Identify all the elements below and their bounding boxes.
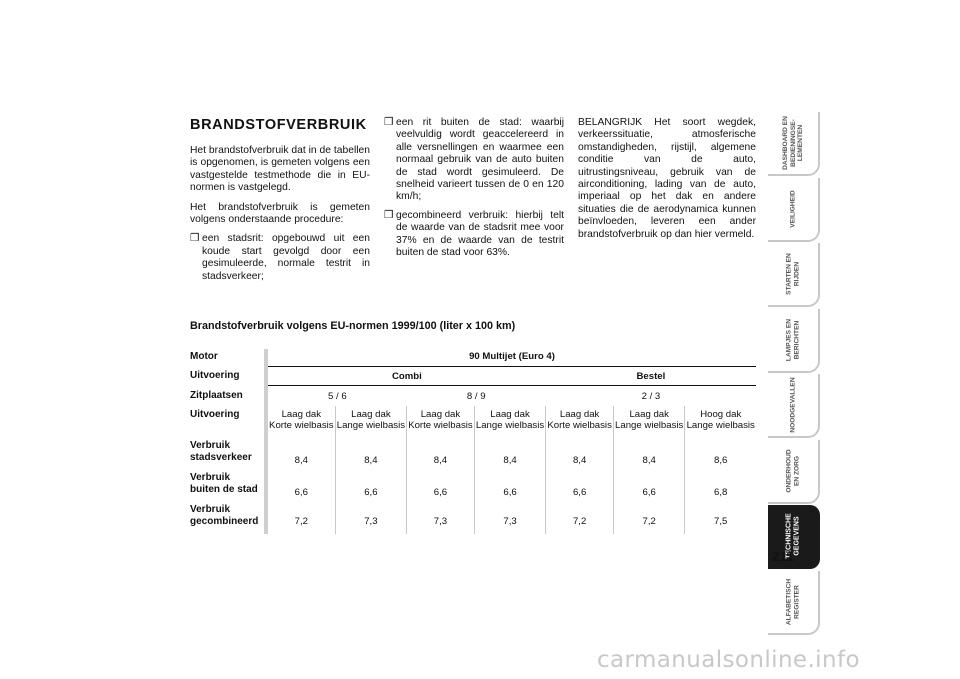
bullet-item [384, 210, 564, 260]
value-cell: 7,5 [685, 502, 756, 534]
value-cell: 7,2 [546, 502, 614, 534]
tab-lampjes[interactable]: LAMPJES EN BERICHTEN [768, 309, 820, 373]
table-row-variant [190, 406, 756, 438]
column-2 [384, 117, 564, 265]
value-cell: 8,4 [613, 438, 685, 470]
section-heading: BRANDSTOFVERBRUIK [190, 117, 367, 133]
value-cell: 6,6 [294, 487, 308, 498]
tab-starten[interactable]: STARTEN EN RIJDEN [768, 243, 820, 307]
bullet-text: een rit buiten de stad: waarbij veelvuldig wordt geaccelereerd in alle versnellingen en waarmee een normaal gebruik van de auto buiten de stad wordt gesimuleerd. De snelheid varieert tussen de 0 en 120 km/h; [396, 117, 564, 203]
zitplaatsen-value: 2 / 3 [641, 390, 661, 402]
value-cell: 8,6 [685, 438, 756, 470]
row-label: Uitvoering [190, 370, 240, 381]
important-note: BELANGRIJK Het soort wegdek, verkeerssituatie, atmosferische omstandigheden, rijstijl, algemene conditie van de auto, uitrustingsniveau, gebruik van de airconditioning, lading van de auto, imperiaal op het dak en andere situaties die de aerodynamica kunnen beïnvloeden, leveren een ander brandstofverbruik op dan hier vermeld. [578, 117, 756, 240]
column-1 [190, 117, 370, 289]
zitplaatsen-value: 5 / 6 [327, 390, 347, 402]
row-label: Motor [190, 351, 218, 362]
value-cell: 6,8 [685, 470, 756, 502]
value-cell: 7,3 [407, 502, 475, 534]
paragraph: Het brandstofverbruik is gemeten volgens onderstaande procedure: [190, 201, 370, 226]
row-label: Uitvoering [190, 409, 240, 420]
uitvoering-bestel: Bestel [546, 366, 756, 385]
table-row-gecombineerd [190, 502, 756, 534]
motor-value: 90 Multijet (Euro 4) [268, 349, 756, 366]
value-cell: 8,4 [294, 455, 308, 466]
row-label: Verbruik stadsverkeer [190, 440, 252, 463]
tab-noodgevallen[interactable]: NOODGEVALLEN [768, 374, 820, 438]
tab-technische-gegevens[interactable]: TECHNISCHE GEGEVENS [768, 505, 820, 569]
value-cell: 7,3 [335, 502, 407, 534]
table-row-motor [190, 349, 756, 366]
variant-cell: Hoog dak Lange wielbasis [685, 406, 756, 438]
value-cell: 8,4 [335, 438, 407, 470]
variant-cell: Laag dak Lange wielbasis [613, 406, 685, 438]
bullet-text: gecombineerd verbruik: hierbij telt de waarde van de stadsrit mee voor 37% en de waarde van de testrit buiten de stad voor 63%. [396, 209, 564, 259]
variant-cell: Laag dak Korte wielbasis [407, 406, 475, 438]
bullet-item [190, 233, 370, 283]
value-cell: 7,2 [613, 502, 685, 534]
consumption-table [190, 349, 756, 534]
value-cell: 7,2 [294, 516, 308, 527]
paragraph: Het brandstofverbruik dat in de tabellen is opgenomen, is gemeten volgens een vastgestelde testmethode die in EU-normen is vastgelegd. [190, 145, 370, 194]
bullet-text: een stadsrit: opgebouwd uit een koude start gevolgd door een gesimuleerde, normale testrit in stadsverkeer; [202, 233, 370, 282]
value-cell: 6,6 [613, 470, 685, 502]
value-cell: 8,4 [407, 438, 475, 470]
watermark: carmanualsonline.info [597, 647, 860, 673]
tab-veiligheid[interactable]: VEILIGHEID [768, 178, 820, 242]
bullet-item [384, 117, 564, 204]
value-cell: 6,6 [407, 470, 475, 502]
tab-register[interactable]: ALFABETISCH REGISTER [768, 571, 820, 635]
value-cell: 8,4 [546, 438, 614, 470]
row-label: Verbruik buiten de stad [190, 472, 258, 495]
tab-dashboard[interactable]: DASHBOARD EN BEDIENINGSE- LEMENTEN [768, 112, 820, 176]
uitvoering-combi: Combi [268, 366, 546, 385]
value-cell: 8,4 [474, 438, 546, 470]
checkbox-bullet-icon: ❒ [384, 117, 394, 128]
page-number: 211 [772, 549, 794, 564]
value-cell: 6,6 [474, 470, 546, 502]
table-row-zitplaatsen [190, 385, 756, 406]
table-row-buiten [190, 470, 756, 502]
checkbox-bullet-icon: ❒ [384, 209, 394, 221]
value-cell: 6,6 [335, 470, 407, 502]
table-row-uitvoering [190, 366, 756, 385]
table-title: Brandstofverbruik volgens EU-normen 1999/100 (liter x 100 km) [190, 320, 516, 332]
variant-cell: Laag dak Korte wielbasis [269, 409, 334, 431]
variant-cell: Laag dak Lange wielbasis [474, 406, 546, 438]
variant-cell: Laag dak Lange wielbasis [335, 406, 407, 438]
row-label: Verbruik gecombineerd [190, 504, 259, 527]
tab-onderhoud[interactable]: ONDERHOUD EN ZORG [768, 440, 820, 504]
value-cell: 6,6 [546, 470, 614, 502]
zitplaatsen-value: 8 / 9 [466, 390, 486, 402]
checkbox-bullet-icon: ❒ [190, 233, 200, 245]
column-3 [578, 117, 756, 248]
value-cell: 7,3 [474, 502, 546, 534]
variant-cell: Laag dak Korte wielbasis [546, 406, 614, 438]
row-label: Zitplaatsen [190, 390, 243, 401]
table-row-stad [190, 438, 756, 470]
